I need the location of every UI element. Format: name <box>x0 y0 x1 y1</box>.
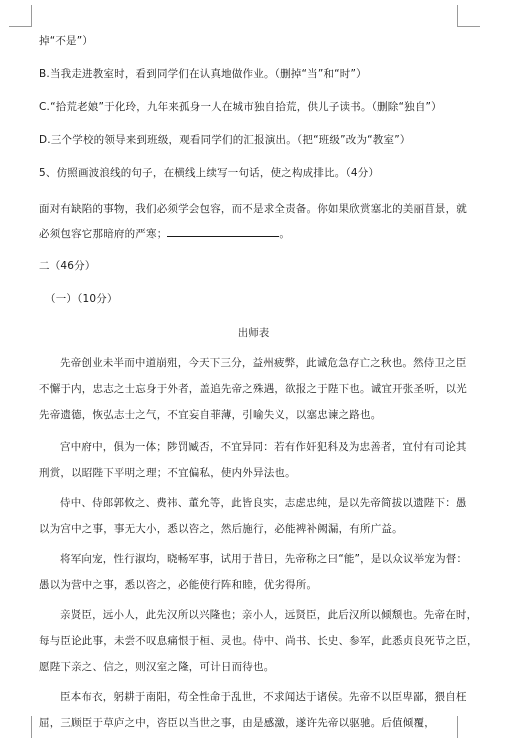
section-2-heading: 二（46分） <box>39 260 96 272</box>
essay-line: 宫中府中，俱为一体；陟罚臧否，不宜异同：若有作奸犯科及为忠善者，宜付有司论其 <box>60 441 467 453</box>
essay-line: 刑赏，以昭陛下平明之理；不宜偏私，使内外异法也。 <box>39 467 296 479</box>
essay-line: 愚以为营中之事，悉以咨之，必能使行阵和睦，优劣得所。 <box>39 579 318 591</box>
question-5-text-suffix: 。 <box>279 228 291 240</box>
essay-line: 臣本布衣，躬耕于南阳，苟全性命于乱世，不求闻达于诸侯。先帝不以臣卑鄙，猥自枉 <box>60 691 467 703</box>
essay-line: 先帝创业未半而中道崩殂，今天下三分，益州疲弊，此诚危急存亡之秋也。然侍卫之臣 <box>60 357 467 369</box>
crop-mark-top-right-h <box>458 26 480 27</box>
essay-line: 侍中、侍郎郭攸之、费祎、董允等，此皆良实，志虑忠纯，是以先帝简拔以遗陛下：愚 <box>60 497 467 509</box>
essay-line: 先帝遗德，恢弘志士之气，不宜妄自菲薄，引喻失义，以塞忠谏之路也。 <box>39 409 382 421</box>
essay-line: 以为宫中之事，事无大小，悉以咨之，然后施行，必能裨补阙漏，有所广益。 <box>39 523 403 535</box>
essay-paragraph-6 <box>39 684 467 736</box>
crop-mark-top-left-v <box>31 5 32 27</box>
essay-line: 将军向宠，性行淑均，晓畅军事，试用于昔日，先帝称之曰“能”，是以众议举宠为督： <box>60 553 468 565</box>
option-b: B.当我走进教室时，看到同学们在认真地做作业。（删掉“当”和“时”） <box>39 68 367 80</box>
question-5-text-line2 <box>39 226 290 241</box>
option-a-tail: 掉“不是”） <box>39 35 94 47</box>
essay-paragraph-3 <box>39 490 467 542</box>
answer-blank[interactable] <box>167 226 279 237</box>
essay-line: 屈，三顾臣于草庐之中，咨臣以当世之事，由是感激，遂许先帝以驱驰。后值倾覆， <box>39 717 435 729</box>
subsection-1-heading: （一）（10分） <box>45 293 118 305</box>
essay-paragraph-1 <box>39 350 467 428</box>
essay-paragraph-5 <box>39 602 478 680</box>
option-c: C.“拾荒老娘”于化玲，九年来孤身一人在城市独自拾荒，供儿子读书。（删除“独自”） <box>39 101 442 113</box>
question-5-text-line1: 面对有缺陷的事物，我们必须学会包容，而不是求全责备。你如果欣赏塞北的美丽苜景，就 <box>39 203 467 215</box>
essay-line: 每与臣论此事，未尝不叹息痛恨于桓、灵也。侍中、尚书、长史、参军，此悉贞良死节之臣， <box>39 635 478 647</box>
question-5: 5、仿照画波浪线的句子，在横线上续写一句话，使之构成排比。（4分） <box>39 167 380 179</box>
crop-mark-top-right-v <box>457 5 458 27</box>
essay-line: 愿陛下亲之、信之，则汉室之隆，可计日而待也。 <box>39 661 275 673</box>
essay-line: 不懈于内，忠志之士忘身于外者，盖追先帝之殊遇，欲报之于陛下也。诚宜开张圣听，以光 <box>39 383 467 395</box>
option-d: D.三个学校的领导来到班级，观看同学们的汇报演出。（把“班级”改为“教室”） <box>39 134 411 146</box>
crop-mark-top-left-h <box>9 26 31 27</box>
essay-line: 亲贤臣，远小人，此先汉所以兴隆也；亲小人，远贤臣，此后汉所以倾颓也。先帝在时， <box>60 609 478 621</box>
crop-mark-bottom-left-v <box>31 716 32 738</box>
essay-paragraph-2 <box>39 434 467 486</box>
essay-title: 出师表 <box>237 327 270 339</box>
essay-paragraph-4 <box>39 546 468 598</box>
question-5-text-prefix: 必须包容它那暗府的严寒； <box>39 228 168 240</box>
